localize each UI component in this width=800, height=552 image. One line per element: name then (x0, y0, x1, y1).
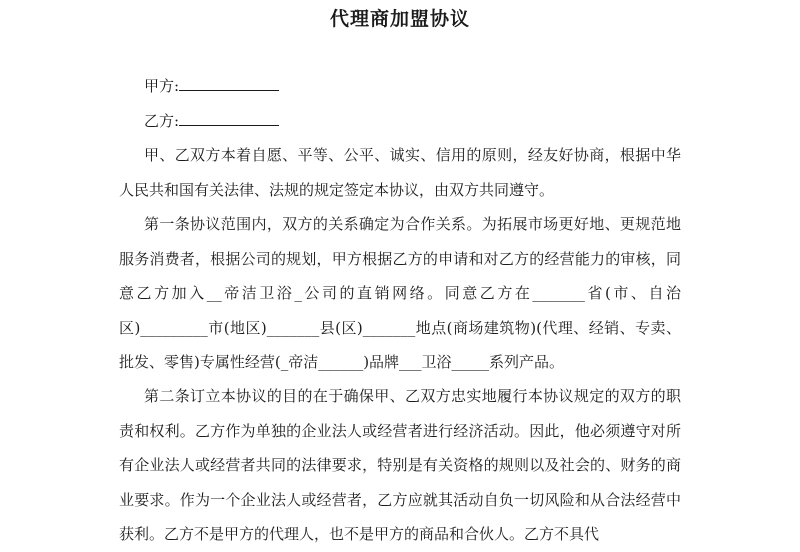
document-title: 代理商加盟协议 (329, 8, 470, 30)
party-b-label: 乙方: (144, 112, 180, 130)
party-a-line (144, 75, 279, 96)
intro-paragraph: 甲、乙双方本着自愿、平等、公平、诚实、信用的原则，经友好协商，根据中华人民共和国有关法律、法规的规定签定本协议，由双方共同遵守。 (119, 146, 681, 199)
party-b-blank (179, 111, 279, 126)
party-a-label: 甲方: (144, 77, 180, 95)
article-2-paragraph: 第二条订立本协议的目的在于确保甲、乙双方忠实地履行本协议规定的双方的职责和权利。乙方作为单独的企业法人或经营者进行经济活动。因此，他必须遵守对所有企业法人或经营者共同的法律要求，特别是有关资格的规则以及社会的、财务的商业要求。作为一个企业法人或经营者，乙方应就其活动自负一切风险和从合法经营中获利。乙方不是甲方的代理人，也不是甲方的商品和合伙人。乙方不具代 (119, 387, 681, 543)
party-b-line (144, 110, 279, 131)
party-a-blank (179, 76, 279, 91)
article-1-paragraph: 第一条协议范围内，双方的关系确定为合作关系。为拓展市场更好地、更规范地服务消费者，根据公司的规划，甲方根据乙方的申请和对乙方的经营能力的审核，同意乙方加入__帝洁卫浴_公司的直销网络。同意乙方在_______省(市、自治区)_________市(地区)_______县(区)_______地点(商场建筑物)(代理、经销、专卖、批发、零售)专属性经营(_帝洁______)品牌___卫浴_____系列产品。 (119, 215, 681, 371)
